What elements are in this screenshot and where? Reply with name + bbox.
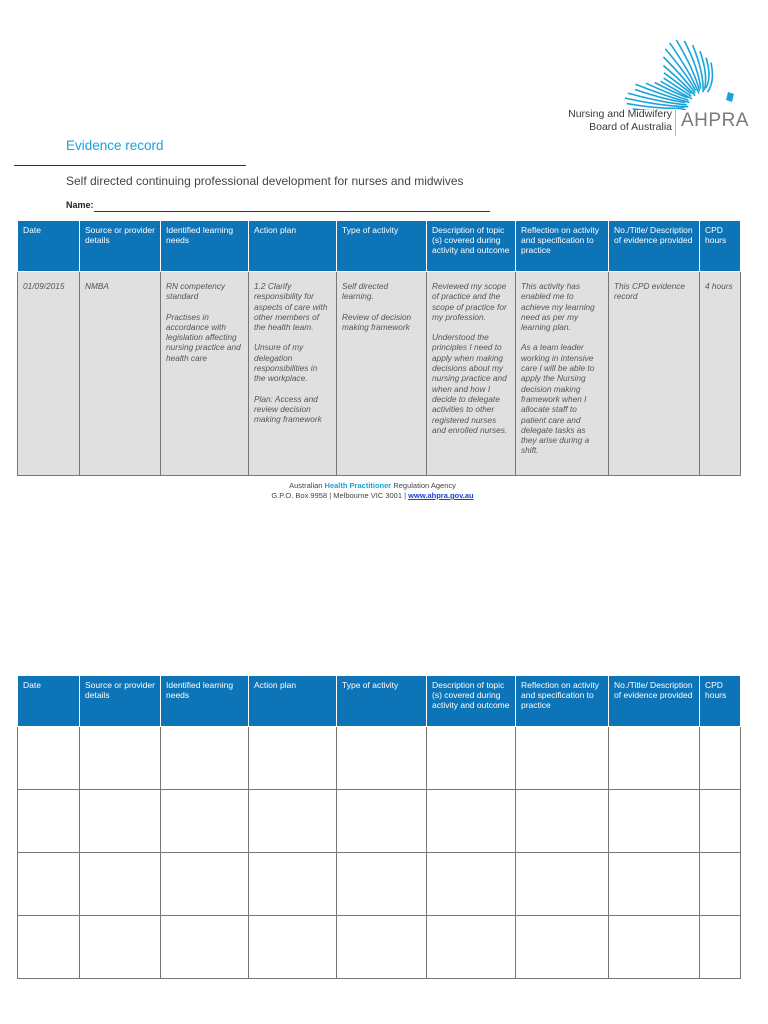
- footer-address: G.P.O. Box 9958 | Melbourne VIC 3001 |: [271, 491, 409, 500]
- blank-cell-needs[interactable]: [161, 727, 249, 790]
- table-row: [18, 272, 741, 476]
- logo-divider: [675, 108, 676, 136]
- col-header-type: Type of activity: [337, 221, 427, 272]
- col-header-date: Date: [18, 221, 80, 272]
- blank-cell-hours[interactable]: [700, 790, 741, 853]
- footer-address-line: [0, 491, 745, 501]
- cell-text: Reviewed my scope of practice and the scope of practice for my profession.: [432, 281, 507, 322]
- cell-text: Understood the principles I need to apply when making decisions about my nursing practice and when and how I decide to delegate activities to other registered nurses and enrolled nurses.: [432, 332, 508, 435]
- footer-agency-pre: Australian: [289, 481, 325, 490]
- blank-cell-type[interactable]: [337, 727, 427, 790]
- blank-cell-hours[interactable]: [700, 727, 741, 790]
- blank-cell-action[interactable]: [249, 727, 337, 790]
- blank-cell-action[interactable]: [249, 853, 337, 916]
- table-header-row: [18, 676, 741, 727]
- table-row: [18, 916, 741, 979]
- cell-hours: 4 hours: [700, 272, 741, 476]
- blank-cell-source[interactable]: [80, 853, 161, 916]
- col-header-type: Type of activity: [337, 676, 427, 727]
- blank-cell-date[interactable]: [18, 916, 80, 979]
- ahpra-logo: [548, 28, 749, 138]
- blank-cell-description[interactable]: [427, 853, 516, 916]
- col-header-evidence: No./Title/ Description of evidence provided: [609, 676, 700, 727]
- cell-type: [337, 272, 427, 476]
- cell-reflection: [516, 272, 609, 476]
- blank-cell-description[interactable]: [427, 916, 516, 979]
- blank-cell-evidence[interactable]: [609, 790, 700, 853]
- blank-cell-evidence[interactable]: [609, 853, 700, 916]
- blank-cell-reflection[interactable]: [516, 916, 609, 979]
- col-header-reflection: Reflection on activity and specification to practice: [516, 676, 609, 727]
- logo-line-1: Nursing and Midwifery: [568, 108, 672, 120]
- cell-text: Practises in accordance with legislation affecting nursing practice and health care: [166, 311, 241, 363]
- blank-cell-date[interactable]: [18, 853, 80, 916]
- name-field[interactable]: [94, 211, 490, 212]
- cell-action: [249, 272, 337, 476]
- blank-cell-evidence[interactable]: [609, 916, 700, 979]
- cell-needs: [161, 272, 249, 476]
- table-row: [18, 727, 741, 790]
- blank-cell-type[interactable]: [337, 916, 427, 979]
- blank-cell-source[interactable]: [80, 727, 161, 790]
- blank-cell-evidence[interactable]: [609, 727, 700, 790]
- cell-text: Plan: Access and review decision making framework: [254, 393, 322, 425]
- col-header-action: Action plan: [249, 676, 337, 727]
- blank-cell-description[interactable]: [427, 790, 516, 853]
- blank-cell-needs[interactable]: [161, 790, 249, 853]
- cell-text: Self directed learning.: [342, 281, 389, 302]
- col-header-date: Date: [18, 676, 80, 727]
- page-title: Evidence record: [66, 138, 164, 153]
- col-header-source: Source or provider details: [80, 221, 161, 272]
- blank-cell-description[interactable]: [427, 727, 516, 790]
- table-row: [18, 790, 741, 853]
- logo-ray: [706, 58, 709, 88]
- cell-text: 1.2 Clarify responsibility for aspects of care with other members of the health team.: [254, 281, 328, 333]
- blank-cell-reflection[interactable]: [516, 727, 609, 790]
- blank-cell-hours[interactable]: [700, 853, 741, 916]
- cell-text: As a team leader working in intensive care I will be able to apply the Nursing decision making framework when I allocate staff to patient care and delegate tasks as they arise during a shift.: [521, 342, 595, 456]
- col-header-needs: Identified learning needs: [161, 221, 249, 272]
- col-header-reflection: Reflection on activity and specification to practice: [516, 221, 609, 272]
- page-subtitle: Self directed continuing professional development for nurses and midwives: [66, 174, 464, 188]
- title-divider: [14, 165, 246, 166]
- footer-website-link[interactable]: www.ahpra.gov.au: [408, 491, 474, 500]
- blank-cell-needs[interactable]: [161, 853, 249, 916]
- footer-agency-post: Regulation Agency: [391, 481, 456, 490]
- blank-cell-hours[interactable]: [700, 916, 741, 979]
- table-header-row: [18, 221, 741, 272]
- blank-cell-action[interactable]: [249, 790, 337, 853]
- blank-cell-source[interactable]: [80, 790, 161, 853]
- cell-source: NMBA: [80, 272, 161, 476]
- example-evidence-table: [17, 220, 741, 476]
- cell-text: This activity has enabled me to achieve my learning need as per my learning plan.: [521, 281, 595, 333]
- col-header-action: Action plan: [249, 221, 337, 272]
- blank-cell-type[interactable]: [337, 790, 427, 853]
- logo-line-2: Board of Australia: [589, 121, 672, 133]
- blank-cell-needs[interactable]: [161, 916, 249, 979]
- footer-agency-highlight: Health Practitioner: [324, 481, 392, 490]
- blank-evidence-table: [17, 675, 741, 979]
- footer-agency: [0, 481, 745, 491]
- col-header-hours: CPD hours: [700, 676, 741, 727]
- col-header-hours: CPD hours: [700, 221, 741, 272]
- blank-cell-action[interactable]: [249, 916, 337, 979]
- col-header-needs: Identified learning needs: [161, 676, 249, 727]
- table-row: [18, 853, 741, 916]
- col-header-description: Description of topic (s) covered during activity and outcome: [427, 676, 516, 727]
- cell-text: Review of decision making framework: [342, 311, 412, 332]
- blank-cell-date[interactable]: [18, 790, 80, 853]
- footer: [0, 481, 745, 501]
- blank-cell-reflection[interactable]: [516, 790, 609, 853]
- col-header-evidence: No./Title/ Description of evidence provided: [609, 221, 700, 272]
- name-label: Name:: [66, 200, 94, 210]
- australia-map-icon: [610, 28, 742, 110]
- cell-description: [427, 272, 516, 476]
- blank-cell-source[interactable]: [80, 916, 161, 979]
- logo-island: [726, 92, 734, 102]
- cell-text: RN competency standard: [166, 281, 226, 302]
- blank-cell-reflection[interactable]: [516, 853, 609, 916]
- cell-text: Unsure of my delegation responsibilities in the workplace.: [254, 342, 318, 384]
- col-header-source: Source or provider details: [80, 676, 161, 727]
- blank-cell-date[interactable]: [18, 727, 80, 790]
- blank-cell-type[interactable]: [337, 853, 427, 916]
- cell-date: 01/09/2015: [18, 272, 80, 476]
- cell-evidence: This CPD evidence record: [609, 272, 700, 476]
- logo-brand: AHPRA: [681, 110, 749, 131]
- col-header-description: Description of topic (s) covered during activity and outcome: [427, 221, 516, 272]
